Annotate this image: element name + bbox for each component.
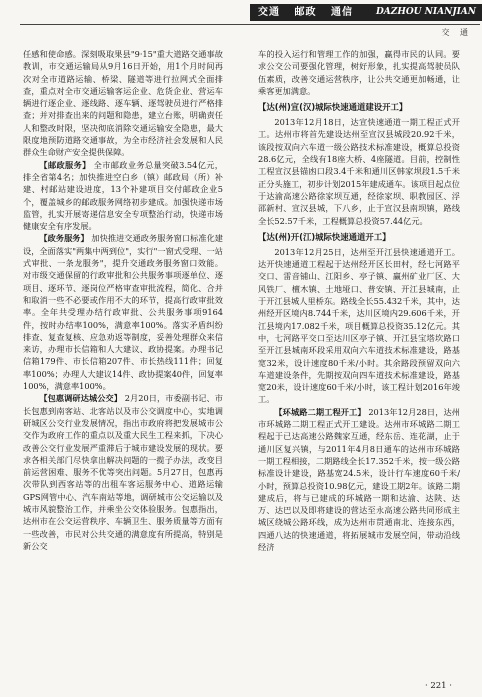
paragraph-text: 2月20日，市委副书记、市长包惠到南客站、北客站以及市公交调度中心，实地调研城区公交行业发展情况，指出市政府将把发展城市公交作为政府工作的重点以及重大民生工程来抓，下决心改善公交行业发展严重滞后于城市建设发展的现状。要求各相关部门尽快拿出解决问题的一揽子办法，改变目前运营困难、服务不优等突出问题。5月27日，包惠再次带队到西客站等的出租车客运服务中心、道路运输GPS网管中心、汽车南站等地，调研城市公交运输以及城市风貌整治工作，并乘坐公交体验服务。包惠指出，达州市在公交运营秩序、车辆卫生、服务质量等方面有一些改善，市民对公共交通的满意度有所提高，特别是新公交	[23, 393, 223, 551]
paragraph	[23, 392, 223, 552]
section-lead: 【环城路二期工程开工】	[274, 406, 366, 417]
page-number: · 221 ·	[424, 681, 452, 691]
page-header	[0, 0, 482, 44]
header-section-transport: 交通	[258, 7, 280, 18]
paragraph: 2013年12月25日，达州至开江县快速通道开工。达开快速通道工程起于达州经开区长田村，经七河路平交口、雷音铺山、江阳乡、亭子镇、赢州矿业厂区、大风铁厂、檀木镇、土地垭口、普安镇、开江县城南，止于开江县城人里桥东。路线全长55.432千米，其中，达州经开区境内8.744千米，达川区境内29.606千米，开江县境内17.082千米，项目概算总投资35.12亿元。其中，七河路平交口至达川区亭子镇、开江县宝塔坎路口至开江县城南环段采用双向六车道技术标准建设，路基宽32米，设计速度80千米/小时。其余路段预留双向六车道建设条件，先期按双向四车道技术标准建设，路基宽20米，设计速度60千米/小时，该工程计划2016年竣工。	[258, 246, 460, 405]
right-column	[258, 48, 460, 678]
header-sections	[258, 5, 363, 20]
paragraph: 任感和使命感。深刻吸取果县"9·15"重大道路交通事故教训，市交通运输局从9月16日开始，用1个月时间再次对全市道路运输、桥梁、隧道等进行拉网式全面排查，重点对全市交通运输客运企业、危货企业、营运车辆进行逐企业、逐线路、逐车辆、逐驾驶员进行严格排查；并对排查出来的问题和隐患，建立台账，明确责任人和整改时限，坚决彻底消除交通运输安全隐患，最大限度地预防道路交通事故，为全市经济社会发展和人民群众生命财产安全提供保障。	[23, 49, 223, 158]
paragraph	[23, 232, 223, 392]
paragraph-text: 2013年12月28日，达州市环城路二期工程正式开工建设。达州市环城路二期工程起于已达高速公路魏家互通，经东岳、连花湖，止于通川区复兴镇，与2011年4月8日通车的达州市环城路一期工程相接，二期路线全长17.352千米，按一级公路标准设计建设，路基宽24.5米，设计行车速度60千米/小时，预算总投资10.98亿元，建设工期2年。该路二期建成后，将与已建成的环城路一期和达渝、达陕、达万、达巴以及即将建设的营达至永高速公路共同形成主城区绕城公路环线，成为达州市贯通南北、连接东西，四通八达的快速通道，将拓展城市发展空间，带动沿线经济	[258, 406, 460, 552]
header-rule	[20, 24, 480, 25]
section-heading: 【达(州)宣(汉)城际快速通道建设开工】	[258, 102, 408, 113]
header-section-postal: 邮政	[294, 7, 317, 18]
header-brand: DAZHOU NIANJIAN	[375, 7, 476, 17]
left-column	[23, 48, 223, 678]
section-lead: 【政务服务】	[39, 233, 89, 244]
paragraph	[23, 159, 223, 233]
paragraph-text: 加快推进交通政务服务窗口标准化建设，全面落实"两集中两到位"，实行"一窗式受理、一站式审批、一条龙服务"，提升交通政务服务窗口效能。对市级交通保留的行政审批和公共服务事项逐单位、逐项目、逐环节、逐岗位严格审查审批流程，简化、合并和取消一些不必要或作用不大的环节，提高行政审批效率。全年共受理办结行政审批、公共服务事项9164件，按时办结率100%，满意率100%。落实矛盾纠纷排查、复查复核、应急劝返等制度，妥善处理群众来信来访，办理市长信箱和人大建议、政协提案。办理书记信箱179件、市长信箱207件、市长热线111件；回复率100%；办理人大建议14件、政协提案40件，回复率100%，满意率100%。	[23, 233, 223, 392]
section-heading: 【达(州)开(江)城际快速通道开工】	[258, 231, 391, 242]
section-lead: 【包惠调研达城公交】	[39, 393, 122, 404]
header-category: 交 通	[441, 28, 472, 37]
paragraph: 车的投入运行和管理工作的加强，赢得市民的认同。要求公交公司要强化管理，树好形象，扎实提高驾驶员队伍素质，改善交通运营秩序，让公共交通更加畅通，让乘客更加满意。	[258, 49, 460, 96]
header-section-telecom: 通信	[330, 7, 353, 18]
section-lead: 【邮政服务】	[39, 159, 91, 170]
paragraph	[258, 406, 460, 554]
paragraph-text: 全市邮政业务总量突破3.54亿元，排全省第4名；加快推进空白乡（镇）邮政局（所）补建、村邮站建设进度，13个补建项目交付邮政企业5个，覆盖城乡的邮政服务网络初步建成。加强快递市场监管，扎实开展寄递信息安全专项整治行动，快递市场健康安全有序发展。	[23, 159, 223, 232]
paragraph: 2013年12月18日，达宣快速通道一期工程正式开工。达州市将首先建设达州至宣汉县城段20.92千米，该段按双向六车道一级公路技术标准建设，概算总投资28.6亿元，全线有18座大桥、4座隧道。目前，控制性工程宣汉县锚凼口段3.4千米和通川区韩家坝段1.5千米正分头施工，初步计划2015年建成通车。该项目起点位于达渝高速公路徐家坝互通，经徐家坝、职教园区、浮邵新村、宣汉县城，下八乡，止于宣汉县南坝镇，路线全长52.57千米，工程概算总投资57.44亿元。	[258, 117, 460, 226]
